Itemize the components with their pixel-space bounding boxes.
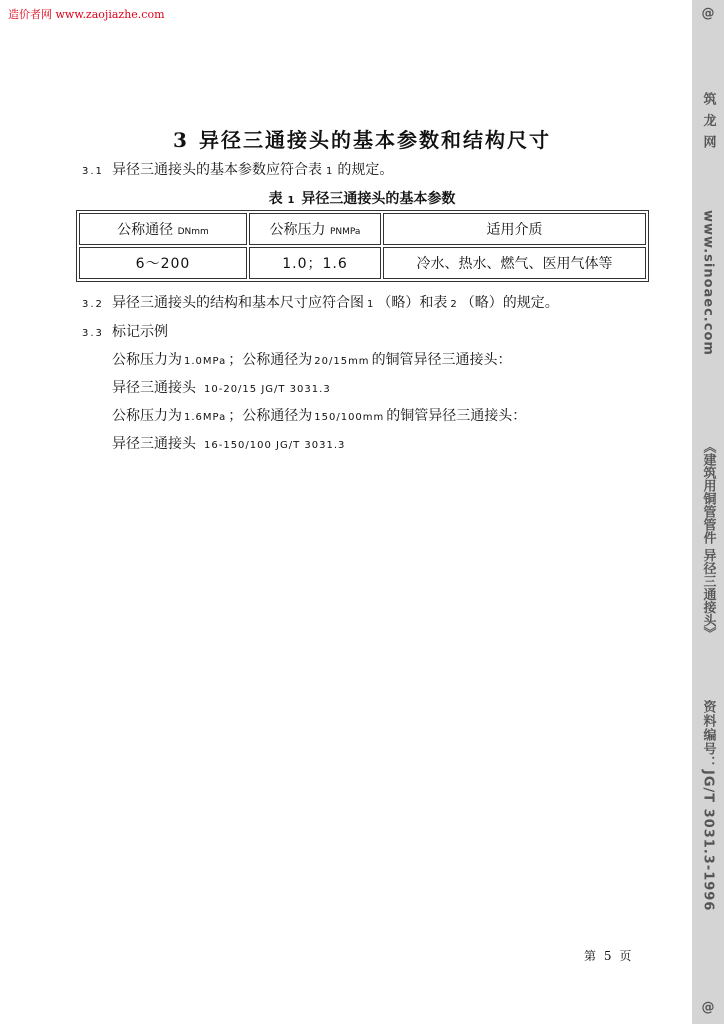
clause-3-3 — [82, 321, 168, 341]
example-diameter: 150/100mm — [314, 412, 385, 423]
page-number — [584, 947, 631, 964]
page-prefix: 第 — [584, 949, 597, 963]
sidebar-doc-code: 资料编号：JG/T 3031.3-1996 — [700, 700, 716, 912]
sidebar-brand: 筑 龙 网 — [700, 92, 716, 151]
clause-3-1 — [82, 159, 393, 179]
header-label: 公称压力 — [269, 222, 326, 238]
caption-number: 1 — [287, 195, 296, 206]
section-title: 异径三通接头的基本参数和结构尺寸 — [198, 128, 551, 152]
clause-text: 标记示例 — [112, 324, 168, 340]
cell-diameter: 6～200 — [79, 247, 247, 279]
sidebar-website: www.sinoaec.com — [700, 210, 716, 356]
watermark-url: 造价者网 www.zaojiazhe.com — [8, 8, 165, 21]
clause-text: 的规定。 — [337, 162, 394, 178]
example-text: 的铜管异径三通接头： — [371, 352, 512, 368]
example-text: 公称压力为 — [112, 408, 182, 424]
header-label: 适用介质 — [486, 222, 543, 238]
clause-text: 异径三通接头的基本参数应符合表 — [112, 162, 322, 178]
table-row — [79, 247, 646, 279]
marking-label: 异径三通接头 — [112, 380, 196, 396]
example-pressure: 1.6MPa — [184, 412, 227, 423]
clause-number: 3.3 — [82, 328, 104, 339]
table-reference: 2 — [450, 299, 458, 310]
parameters-table — [76, 210, 649, 282]
example-marking — [112, 377, 331, 397]
clause-text: 异径三通接头的结构和基本尺寸应符合图 — [112, 295, 364, 311]
header-unit: DNmm — [177, 227, 209, 237]
sidebar-banner — [692, 0, 724, 1024]
page-number-value: 5 — [603, 949, 612, 963]
cell-pressure: 1.0；1.6 — [249, 247, 381, 279]
clause-number: 3.2 — [82, 299, 104, 310]
figure-reference: 1 — [367, 299, 375, 310]
example-description — [112, 349, 512, 369]
clause-3-2 — [82, 292, 559, 312]
sidebar-at-top: @ — [701, 6, 715, 21]
table-header-row — [79, 213, 646, 245]
cell-medium: 冷水、热水、燃气、医用气体等 — [383, 247, 646, 279]
example-text: 公称压力为 — [112, 352, 182, 368]
caption-prefix: 表 — [268, 191, 283, 207]
example-pressure: 1.0MPa — [184, 356, 227, 367]
example-marking — [112, 433, 345, 453]
table-reference: 1 — [326, 166, 334, 177]
caption-title: 异径三通接头的基本参数 — [301, 191, 456, 207]
page-suffix: 页 — [619, 949, 632, 963]
clause-text: （略）的规定。 — [460, 295, 559, 311]
marking-code: 10-20/15 JG/T 3031.3 — [204, 384, 331, 395]
example-text: ；公称通径为 — [228, 352, 313, 368]
header-cell-medium — [383, 213, 646, 245]
example-text: 的铜管异径三通接头： — [386, 408, 527, 424]
sidebar-at-bottom: @ — [701, 1000, 715, 1015]
header-label: 公称通径 — [117, 222, 174, 238]
clause-text: （略）和表 — [377, 295, 448, 311]
clause-number: 3.1 — [82, 166, 104, 177]
header-cell-pressure — [249, 213, 381, 245]
section-number: 3 — [173, 128, 189, 152]
sidebar-book-title: 《建筑用铜管管件 异径三通接头》 — [700, 440, 716, 640]
example-description — [112, 405, 526, 425]
example-text: ；公称通径为 — [228, 408, 313, 424]
header-unit: PNMPa — [329, 227, 361, 237]
marking-code: 16-150/100 JG/T 3031.3 — [204, 440, 346, 451]
section-heading — [0, 124, 724, 153]
table-caption — [0, 188, 724, 208]
header-cell-diameter — [79, 213, 247, 245]
marking-label: 异径三通接头 — [112, 436, 196, 452]
example-diameter: 20/15mm — [314, 356, 370, 367]
